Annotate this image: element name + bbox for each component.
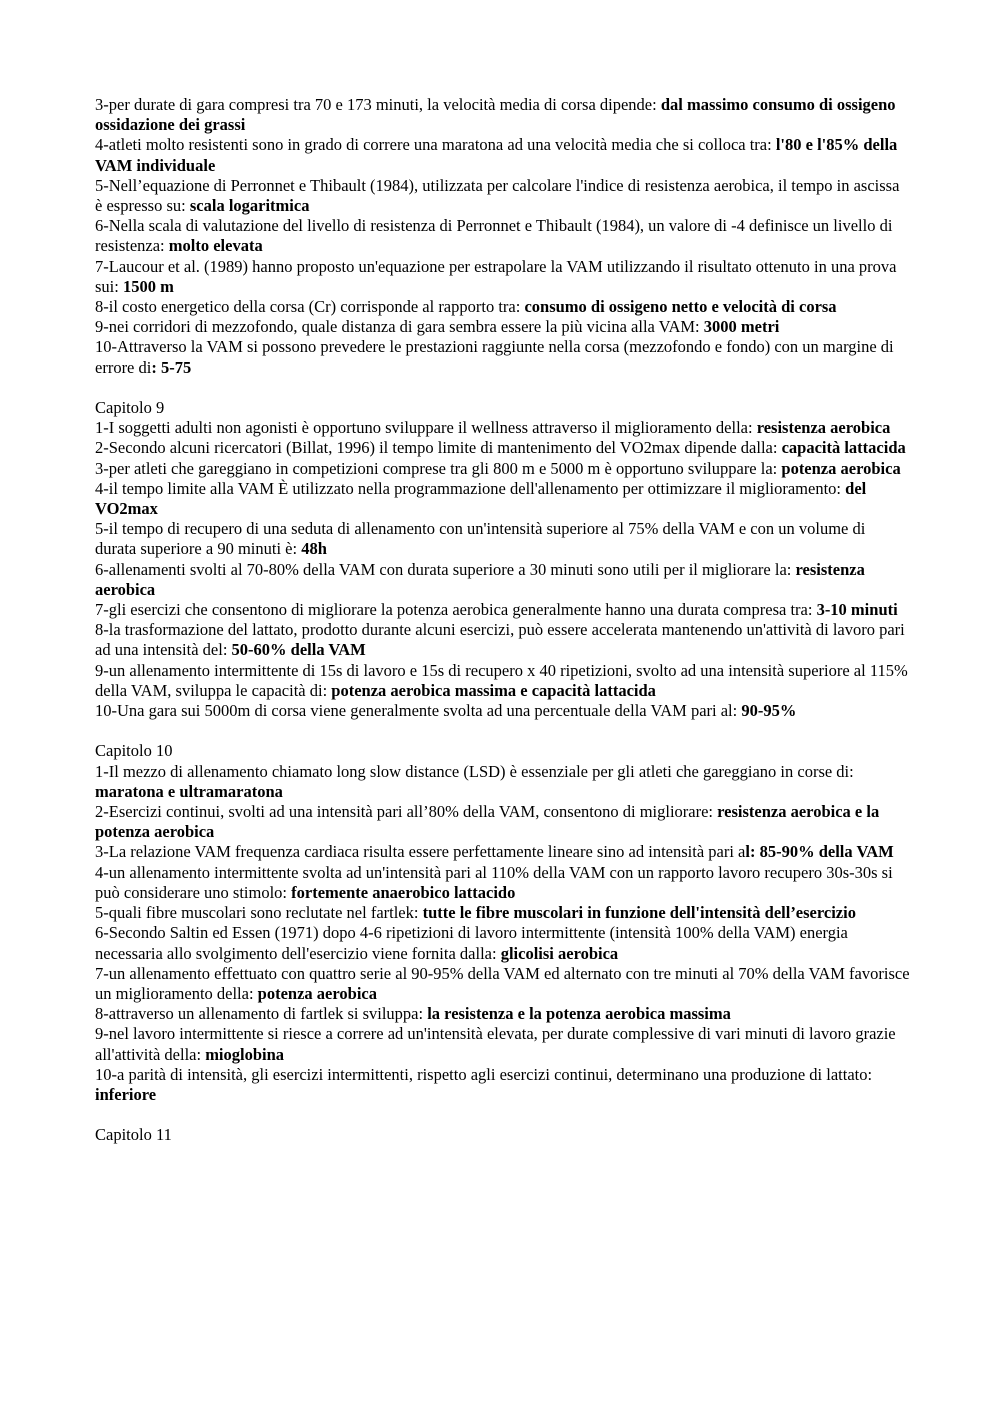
chapter-9-section — [95, 398, 910, 721]
answer-text: l'80 e l'85% della VAM individuale — [95, 135, 898, 175]
question-item — [95, 1065, 910, 1105]
chapter-10-section — [95, 741, 910, 1105]
answer-text: tutte le fibre muscolari in funzione dell'intensità dell’esercizio — [422, 903, 856, 923]
question-text: 5-quali fibre muscolari sono reclutate nel fartlek: — [95, 903, 423, 923]
answer-text: capacità lattacida — [781, 438, 906, 458]
question-text: 9-nel lavoro intermittente si riesce a correre ad un'intensità elevata, per durate complessive di vari minuti di lavoro grazie all'attività della: — [95, 1024, 896, 1064]
question-text: 1-I soggetti adulti non agonisti è opportuno sviluppare il wellness attraverso il miglioramento della: — [95, 418, 757, 438]
question-text: 7-Laucour et al. (1989) hanno proposto un'equazione per estrapolare la VAM utilizzando il risultato ottenuto in una prova sui: — [95, 256, 897, 296]
answer-text: maratona e ultramaratona — [95, 781, 283, 801]
answer-text: fortemente anaerobico lattacido — [291, 882, 516, 902]
question-text: 10-Attraverso la VAM si possono prevedere le prestazioni raggiunte nella corsa (mezzofondo e fondo) con un margine di errore di — [95, 337, 894, 377]
question-text: 2-Esercizi continui, svolti ad una intensità pari all’80% della VAM, consentono di migliorare: — [95, 802, 718, 822]
question-item — [95, 661, 910, 701]
question-text: 2-Secondo alcuni ricercatori (Billat, 1996) il tempo limite di mantenimento del VO2max dipende dalla: — [95, 438, 782, 458]
question-text: 8-la trasformazione del lattato, prodotto durante alcuni esercizi, può essere accelerata mantenendo un'attività di lavoro pari ad una intensità del: — [95, 620, 905, 660]
question-item — [95, 317, 910, 337]
question-item — [95, 95, 910, 135]
chapter-11-section — [95, 1125, 910, 1145]
question-item — [95, 923, 910, 963]
question-item — [95, 600, 910, 620]
question-text: 3-per durate di gara compresi tra 70 e 173 minuti, la velocità media di corsa dipende: — [95, 95, 661, 114]
question-item — [95, 519, 910, 559]
question-item — [95, 560, 910, 600]
question-item — [95, 1004, 910, 1024]
question-text: 5-Nell’equazione di Perronnet e Thibault (1984), utilizzata per calcolare l'indice di resistenza aerobica, il tempo in ascissa è espresso su: — [95, 175, 900, 216]
question-item — [95, 863, 910, 903]
question-item — [95, 418, 910, 438]
answer-text: 3000 metri — [703, 317, 780, 337]
intro-section — [95, 95, 910, 378]
answer-text: glicolisi aerobica — [500, 943, 619, 963]
question-text: 9-un allenamento intermittente di 15s di lavoro e 15s di recupero x 40 ripetizioni, svolto ad una intensità superiore al 115% della VAM, sviluppa le capacità di: — [95, 660, 908, 700]
question-item — [95, 216, 910, 256]
answer-text: resistenza aerobica e la potenza aerobica — [95, 802, 880, 842]
answer-text: potenza aerobica — [781, 458, 901, 478]
question-text: 7-gli esercizi che consentono di migliorare la potenza aerobica generalmente hanno una durata compresa tra: — [95, 600, 817, 620]
answer-text: 50-60% della VAM — [231, 640, 366, 660]
answer-text: consumo di ossigeno netto e velocità di corsa — [524, 297, 837, 317]
question-item — [95, 1024, 910, 1064]
question-text: 4-il tempo limite alla VAM È utilizzato nella programmazione dell'allenamento per ottimizzare il miglioramento: — [95, 478, 846, 498]
chapter-11-title: Capitolo 11 — [95, 1125, 172, 1145]
question-item — [95, 337, 910, 377]
answer-text: mioglobina — [205, 1044, 285, 1064]
question-item — [95, 459, 910, 479]
question-item — [95, 842, 910, 862]
answer-text: potenza aerobica massima e capacità lattacida — [331, 680, 656, 700]
answer-text: resistenza aerobica — [756, 418, 891, 438]
question-text: 9-nei corridori di mezzofondo, quale distanza di gara sembra essere la più vicina alla VAM: — [95, 317, 704, 337]
question-item — [95, 135, 910, 175]
question-text: 3-La relazione VAM frequenza cardiaca risulta essere perfettamente lineare sino ad intensità pari a — [95, 842, 746, 862]
question-item — [95, 176, 910, 216]
question-item — [95, 762, 910, 802]
question-item — [95, 903, 910, 923]
answer-text: dal massimo consumo di ossigeno ossidazione dei grassi — [95, 95, 896, 135]
question-item — [95, 479, 910, 519]
question-item — [95, 964, 910, 1004]
question-item — [95, 802, 910, 842]
question-text: 8-il costo energetico della corsa (Cr) corrisponde al rapporto tra: — [95, 297, 525, 317]
question-text: 4-atleti molto resistenti sono in grado di correre una maratona ad una velocità media che si colloca tra: — [95, 135, 776, 155]
question-text: 7-un allenamento effettuato con quattro serie al 90-95% della VAM ed alternato con tre minuti al 70% della VAM favorisce un miglioramento della: — [95, 963, 910, 1003]
question-item — [95, 438, 910, 458]
answer-text: molto elevata — [168, 236, 263, 256]
answer-text: scala logaritmica — [189, 196, 310, 216]
question-item — [95, 257, 910, 297]
question-text: 10-a parità di intensità, gli esercizi intermittenti, rispetto agli esercizi continui, determinano una produzione di lattato: — [95, 1064, 873, 1084]
chapter-10-title: Capitolo 10 — [95, 741, 173, 761]
question-text: 5-il tempo di recupero di una seduta di allenamento con un'intensità superiore al 75% della VAM e con un volume di durata superiore a 90 minuti è: — [95, 519, 866, 559]
question-text: 6-Nella scala di valutazione del livello di resistenza di Perronnet e Thibault (1984), un valore di -4 definisce un livello di resistenza: — [95, 216, 893, 256]
answer-text: 48h — [301, 539, 327, 559]
question-text: 4-un allenamento intermittente svolta ad un'intensità pari al 110% della VAM con un rapporto lavoro recupero 30s-30s si può considerare uno stimolo: — [95, 862, 893, 902]
answer-text: del VO2max — [95, 478, 867, 519]
question-item — [95, 701, 910, 721]
answer-text: potenza aerobica — [257, 983, 377, 1003]
question-text: 6-allenamenti svolti al 70-80% della VAM con durata superiore a 30 minuti sono utili per il migliorare la: — [95, 559, 796, 579]
question-item — [95, 620, 910, 660]
answer-text: resistenza aerobica — [95, 559, 865, 599]
answer-text: l: 85-90% della VAM — [745, 842, 894, 862]
question-text: 10-Una gara sui 5000m di corsa viene generalmente svolta ad una percentuale della VAM pari al: — [95, 701, 742, 721]
answer-text: la resistenza e la potenza aerobica massima — [427, 1004, 731, 1024]
question-text: 6-Secondo Saltin ed Essen (1971) dopo 4-6 ripetizioni di lavoro intermittente (intensità 100% della VAM) energia necessaria allo svolgimento dell'esercizio viene fornita dalla: — [95, 923, 848, 963]
question-text: 3-per atleti che gareggiano in competizioni comprese tra gli 800 m e 5000 m è opportuno sviluppare la: — [95, 458, 782, 478]
answer-text: 3-10 minuti — [816, 600, 898, 620]
question-text: 1-Il mezzo di allenamento chiamato long slow distance (LSD) è essenziale per gli atleti che gareggiano in corse di: — [95, 761, 854, 781]
document-page — [95, 95, 910, 1146]
answer-text: 1500 m — [122, 276, 174, 296]
answer-text: inferiore — [95, 1084, 157, 1104]
question-item — [95, 297, 910, 317]
chapter-9-title: Capitolo 9 — [95, 398, 165, 418]
answer-text: : 5-75 — [151, 357, 192, 377]
question-text: 8-attraverso un allenamento di fartlek si sviluppa: — [95, 1004, 428, 1024]
answer-text: 90-95% — [741, 701, 797, 721]
